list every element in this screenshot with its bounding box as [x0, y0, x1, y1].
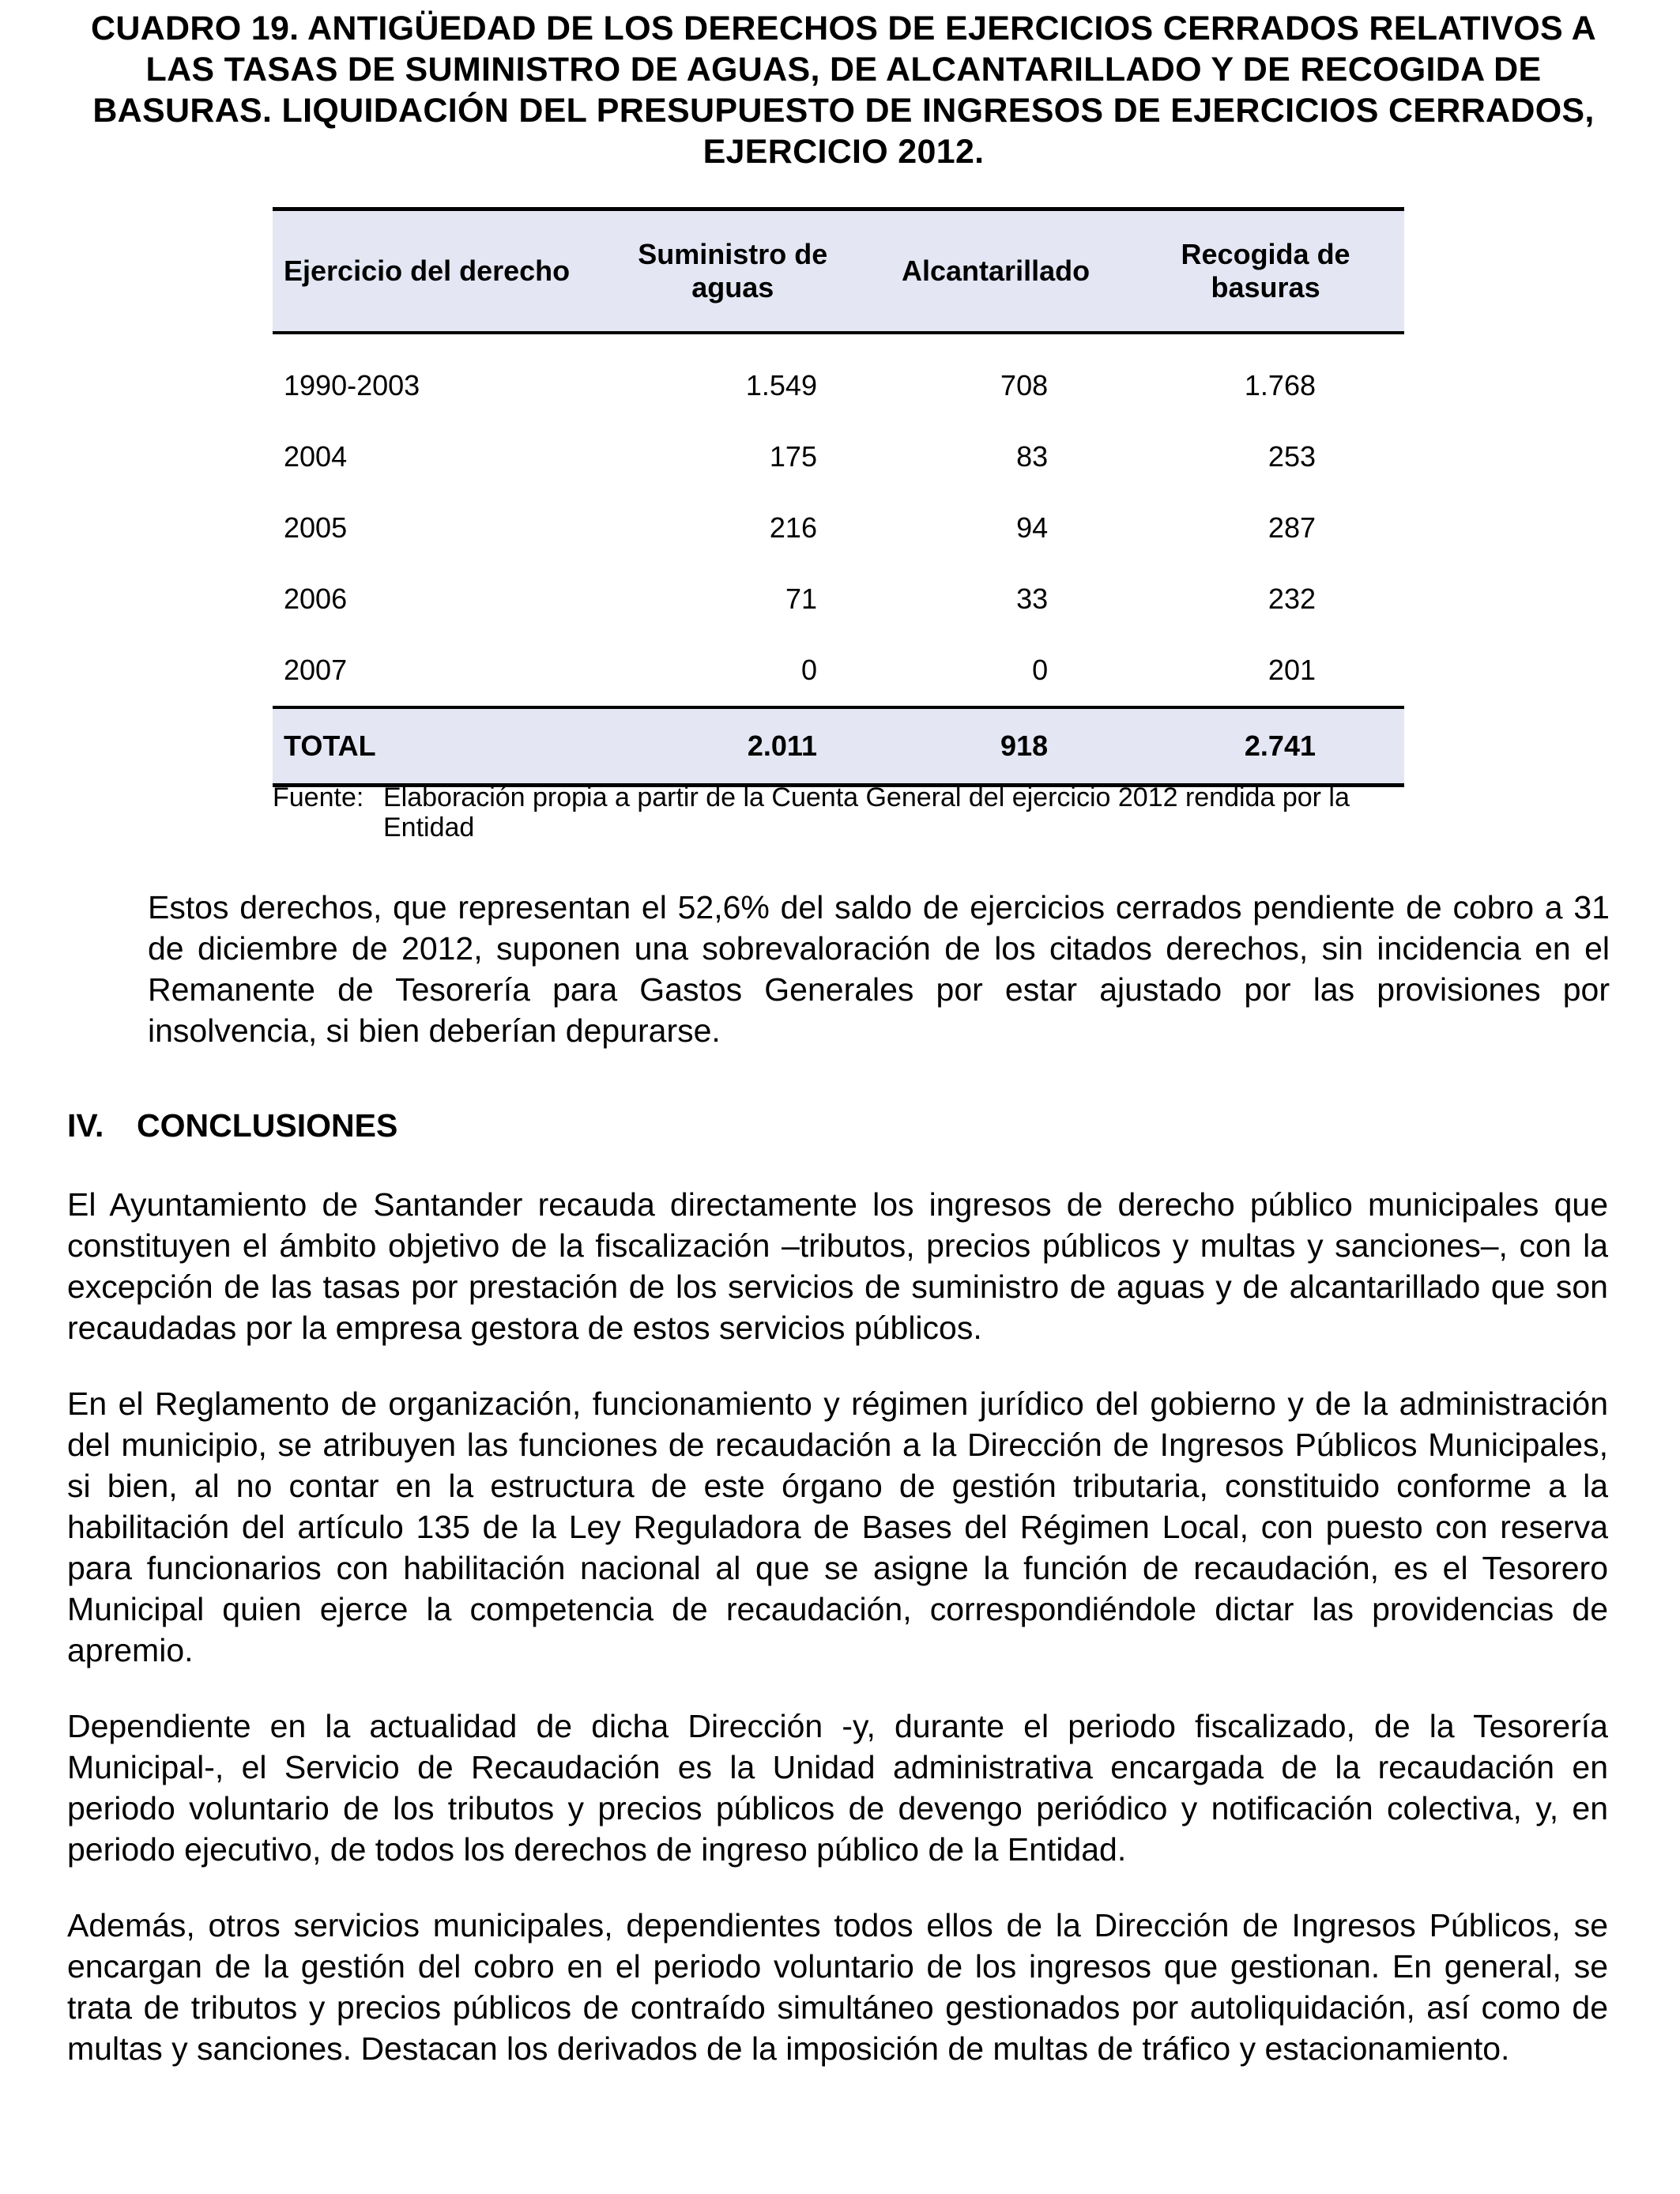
paragraph: El Ayuntamiento de Santander recauda directamente los ingresos de derecho público municipales que constituyen el ámbito objetivo de la fiscalización –tributos, precios públicos y multas y sanciones–, con la excepción de las tasas por prestación de los servicios de suministro de aguas y de alcantarillado que son recaudadas por la empresa gestora de estos servicios públicos. — [67, 1186, 1608, 1346]
table-row — [273, 333, 1404, 421]
cell-year: 2006 — [284, 582, 348, 615]
table-row — [273, 492, 1404, 564]
section-heading — [67, 1105, 397, 1146]
table-title: CUADRO 19. ANTIGÜEDAD DE LOS DERECHOS DE EJERCICIOS CERRADOS RELATIVOS A LAS TASAS DE SUMINISTRO DE AGUAS, DE ALCANTARILLADO Y DE RECOGIDA DE BASURAS. LIQUIDACIÓN DEL PRESUPUESTO DE INGRESOS DE EJERCICIOS CERRADOS, EJERCICIO 2012. — [90, 9, 1597, 171]
cell-alcantarillado: 83 — [1016, 440, 1049, 473]
paragraph: Además, otros servicios municipales, dependientes todos ellos de la Dirección de Ingresos Públicos, se encargan de la gestión del cobro en el periodo voluntario de los ingresos que gestionan. En general, se trata de tributos y precios públicos de contraído simultáneo gestionados por autoliquidación, así como de multas y sanciones. Destacan los derivados de la imposición de multas de tráfico y estacionamiento. — [67, 1907, 1608, 2067]
total-label: TOTAL — [273, 707, 601, 786]
paragraph: En el Reglamento de organización, funcionamiento y régimen jurídico del gobierno y de la administración del municipio, se atribuyen las funciones de recaudación a la Dirección de Ingresos Públicos Municipales, si bien, al no contar en la estructura de este órgano de gestión tributaria, constituido conforme a la habilitación del artículo 135 de la Ley Reguladora de Bases del Régimen Local, con puesto con reserva para funcionarios con habilitación nacional al que se asigne la función de recaudación, es el Tesorero Municipal quien ejerce la competencia de recaudación, correspondiéndole dictar las providencias de apremio. — [67, 1385, 1608, 1668]
header-recogida: Recogida de basuras — [1127, 209, 1404, 334]
table-source-note — [273, 782, 1411, 843]
cell-recogida: 232 — [1268, 582, 1316, 615]
source-label: Fuente: — [273, 782, 364, 812]
total-alcantarillado: 918 — [864, 707, 1127, 786]
cell-suministro: 71 — [785, 582, 817, 615]
header-alcantarillado: Alcantarillado — [864, 209, 1127, 334]
cell-year: 2005 — [284, 511, 348, 544]
cell-year: 2004 — [284, 440, 348, 473]
cell-alcantarillado: 0 — [1032, 654, 1049, 686]
cell-suministro: 216 — [769, 511, 817, 544]
table-total-row — [273, 707, 1404, 786]
header-ejercicio: Ejercicio del derecho — [273, 209, 601, 334]
cell-year: 1990-2003 — [284, 369, 420, 401]
cell-recogida: 1.768 — [1244, 369, 1316, 401]
cell-recogida: 201 — [1268, 654, 1316, 686]
cell-recogida: 287 — [1268, 511, 1316, 544]
cell-alcantarillado: 94 — [1016, 511, 1049, 544]
cell-suministro: 1.549 — [745, 369, 817, 401]
cell-alcantarillado: 708 — [1000, 369, 1049, 401]
paragraph: Dependiente en la actualidad de dicha Dirección -y, durante el periodo fiscalizado, de la Tesorería Municipal-, el Servicio de Recaudación es la Unidad administrativa encargada de la recaudación en periodo voluntario de los tributos y precios públicos de devengo periódico y notificación colectiva, y, en periodo ejecutivo, de todos los derechos de ingreso público de la Entidad. — [67, 1708, 1608, 1868]
source-text: Elaboración propia a partir de la Cuenta General del ejercicio 2012 rendida por la Entidad — [383, 782, 1350, 843]
total-recogida: 2.741 — [1127, 707, 1404, 786]
data-table — [273, 207, 1404, 787]
table-row — [273, 635, 1404, 707]
section-number: IV. — [67, 1107, 104, 1144]
cell-suministro: 175 — [769, 440, 817, 473]
table-row — [273, 564, 1404, 635]
cell-suministro: 0 — [800, 654, 817, 686]
total-suministro: 2.011 — [601, 707, 864, 786]
table-row — [273, 421, 1404, 492]
header-suministro: Suministro de aguas — [601, 209, 864, 334]
table-header-row — [273, 209, 1404, 334]
section-title: CONCLUSIONES — [137, 1107, 398, 1144]
cell-recogida: 253 — [1268, 440, 1316, 473]
cell-alcantarillado: 33 — [1016, 582, 1049, 615]
paragraph-intro: Estos derechos, que representan el 52,6% del saldo de ejercicios cerrados pendiente de cobro a 31 de diciembre de 2012, suponen una sobrevaloración de los citados derechos, sin incidencia en el Remanente de Tesorería para Gastos Generales por estar ajustado por las provisiones por insolvencia, si bien deberían depurarse. — [148, 889, 1610, 1049]
cell-year: 2007 — [284, 654, 348, 686]
